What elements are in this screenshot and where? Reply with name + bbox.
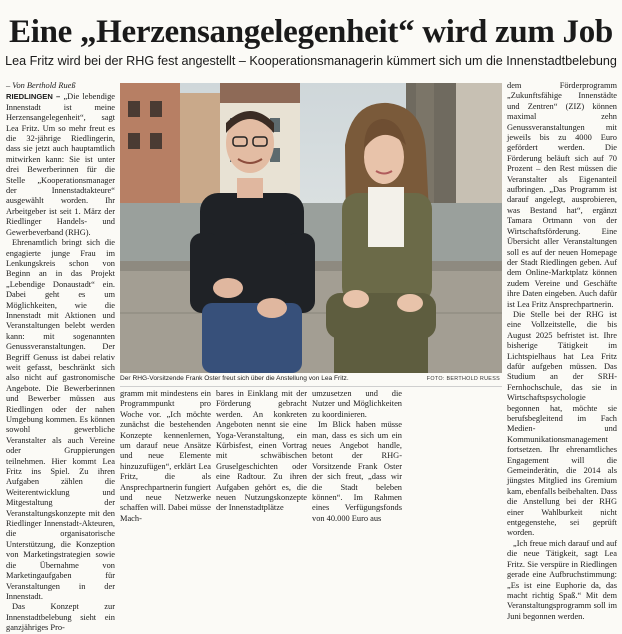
article-column-2 xyxy=(120,389,211,523)
paragraph: bares in Einklang mit der Förderung gebracht werden. An konkreten Angeboten nennt sie eine Yoga-Veranstaltung, ein Kürbisfest, einen Vortrag mit schwäbischen Gruselgeschichten oder eine Radtour. Zu ihren Aufgaben gehört es, die neuen Nutzungskonzepte der Innenstadtplätze xyxy=(216,389,307,513)
paragraph: Im Blick haben müsse man, dass es sich um ein neues Angebot handle, betont der RHG-Vorsitzende Frank Oster der sich freut, „dass wir die Stadt beleben können“. Im Rahmen eines Verfügungsfonds von 40.000 Euro aus xyxy=(312,420,402,523)
article-column-4 xyxy=(312,389,402,523)
paragraph: Das Konzept zur Innenstadtbelebung sieht ein ganzjähriges Pro- xyxy=(6,602,115,633)
paragraph: RIEDLINGEN – „Die lebendige Innenstadt ist meine Herzensangelegenheit“, sagt Lea Fritz. Um so mehr freut es die 32-jährige Riedlingerin, dass sie jetzt auch hauptamtlich mitwirken kann: Sie ist unter drei Bewerberinnen für die Stelle „Kooperationsmanager der Innenstadtakteure“ ausgewählt worden. Ihr Arbeitgeber ist seit 1. März der Riedlinger Handels- und Gewerbeverband (RHG). xyxy=(6,92,116,237)
paragraph: gramm mit mindestens ein Programmpunkt pro Woche vor. „Ich möchte zunächst die bestehenden Konzepte kennenlernen, um darauf neue Ansätze und neue Elemente hinzuzufügen“, erklärt Lea Fritz, die als Ansprechpartnerin fungiert und neue Netzwerke schaffen will. Dabei müsse Mach- xyxy=(120,389,211,523)
photo-image xyxy=(120,83,502,373)
article-column-3 xyxy=(216,389,307,513)
article-photo xyxy=(120,83,502,373)
photo-credit: FOTO: BERTHOLD RUESS xyxy=(426,376,500,382)
caption-text: Der RHG-Vorsitzende Frank Oster freut sich über die Anstellung von Lea Fritz. xyxy=(120,375,349,382)
paragraph: „Ich freue mich darauf und auf die neue Tätigkeit, sagt Lea Fritz. Sie verspüre in Riedlingen gerade eine Aufbruchstimmung: „Es ist eine Euphorie da, das macht richtig Spaß.“ Mit dem Veranstaltungsprogramm soll im Juni begonnen werden. xyxy=(507,538,617,621)
paragraph: Ehrenamtlich bringt sich die engagierte junge Frau im Lenkungskreis schon von Beginn an in das Projekt „Lebendige Donaustadt“ ein. Dabei geht es um Möglichkeiten, wie die Innenstadt mit Aktionen und Veranstaltungen belebt werden kann: mit sogenannten Genussveranstaltungen. Der Begriff Genuss ist dabei relativ weit gefasst, beschränkt sich also nicht auf gastronomische Angebote. Die Bewerberinnen und Bewerber müssen aus Riedlingen oder der nahen Umgebung kommen. Es können sowohl gewerbliche Veranstalter als auch Vereine oder Gruppierungen teilnehmen. Hier kommt Lea Fritz ins Spiel. Zu ihren Aufgaben zählen die Weiterentwicklung und Mitgestaltung der Veranstaltungskonzepte mit den Riedlinger Innenstadt-Akteuren, die organisatorische Unterstützung, die Konzeption von Marketingstrategien sowie die Übernahme von Marketingaufgaben für Veranstaltungen in der Innenstadt. xyxy=(6,238,115,601)
dateline: RIEDLINGEN – xyxy=(6,92,61,102)
headline: Eine „Herzensangelegenheit“ wird zum Job xyxy=(9,14,613,50)
paragraph: umzusetzen und die Nutzer und Möglichkeiten zu koordinieren. xyxy=(312,389,402,419)
article-column-5 xyxy=(507,81,617,621)
article-column-1 xyxy=(6,81,116,633)
subheadline: Lea Fritz wird bei der RHG fest angestellt – Kooperationsmanagerin kümmert sich um die Innenstadtbelebung xyxy=(5,54,617,68)
photo-caption xyxy=(120,374,502,384)
paragraph: dem Förderprogramm „Zukunftsfähige Innenstädte und Zentren“ (ZIZ) können maximal zehn Genussveranstaltungen mit jeweils bis zu 4000 Euro gefördert werden. Die Förderung beläuft sich auf 70 Prozent – den Rest müssen die Veranstalter als Eigenanteil aufbringen. „Das Programm ist darauf angelegt, ausprobieren, was Bestand hat“, ergänzt Tamara Ortmann von der Wirtschaftsförderung. Eine Übersicht aller Veranstaltungen soll es auf der neuen Homepage der Stadt Riedlingen geben. Auf dem Online-Marktplatz können zudem Vereine und Geschäfte ihre Daten eingeben. Auch dafür ist Lea Fritz Ansprechpartnerin. xyxy=(507,81,617,309)
byline: – Von Berthold Rueß xyxy=(6,81,76,90)
caption-divider xyxy=(120,386,502,387)
paragraph: Die Stelle bei der RHG ist eine Vollzeitstelle, die bis August 2025 befristet ist. Ihre bisherige Tätigkeit im Lichtspielhaus hat Lea Fritz dafür aufgeben müssen. Das Studium an der SRH-Fernhochschule, das sie in Wirtschaftspsychologie begonnen hat, möchte sie berufsbegleitend im Fach Medien- und Kommunikationsmanagement fortsetzen. Ihr ehrenamtliches Engagement will die Gemeinderätin, die 2014 als jüngstes Mitglied ins Gremium kam, ebenfalls beibehalten. Dass die Anstellung bei der RHG einer Wahlburkeit nicht entgegenstehe, sei geprüft worden. xyxy=(507,309,617,538)
